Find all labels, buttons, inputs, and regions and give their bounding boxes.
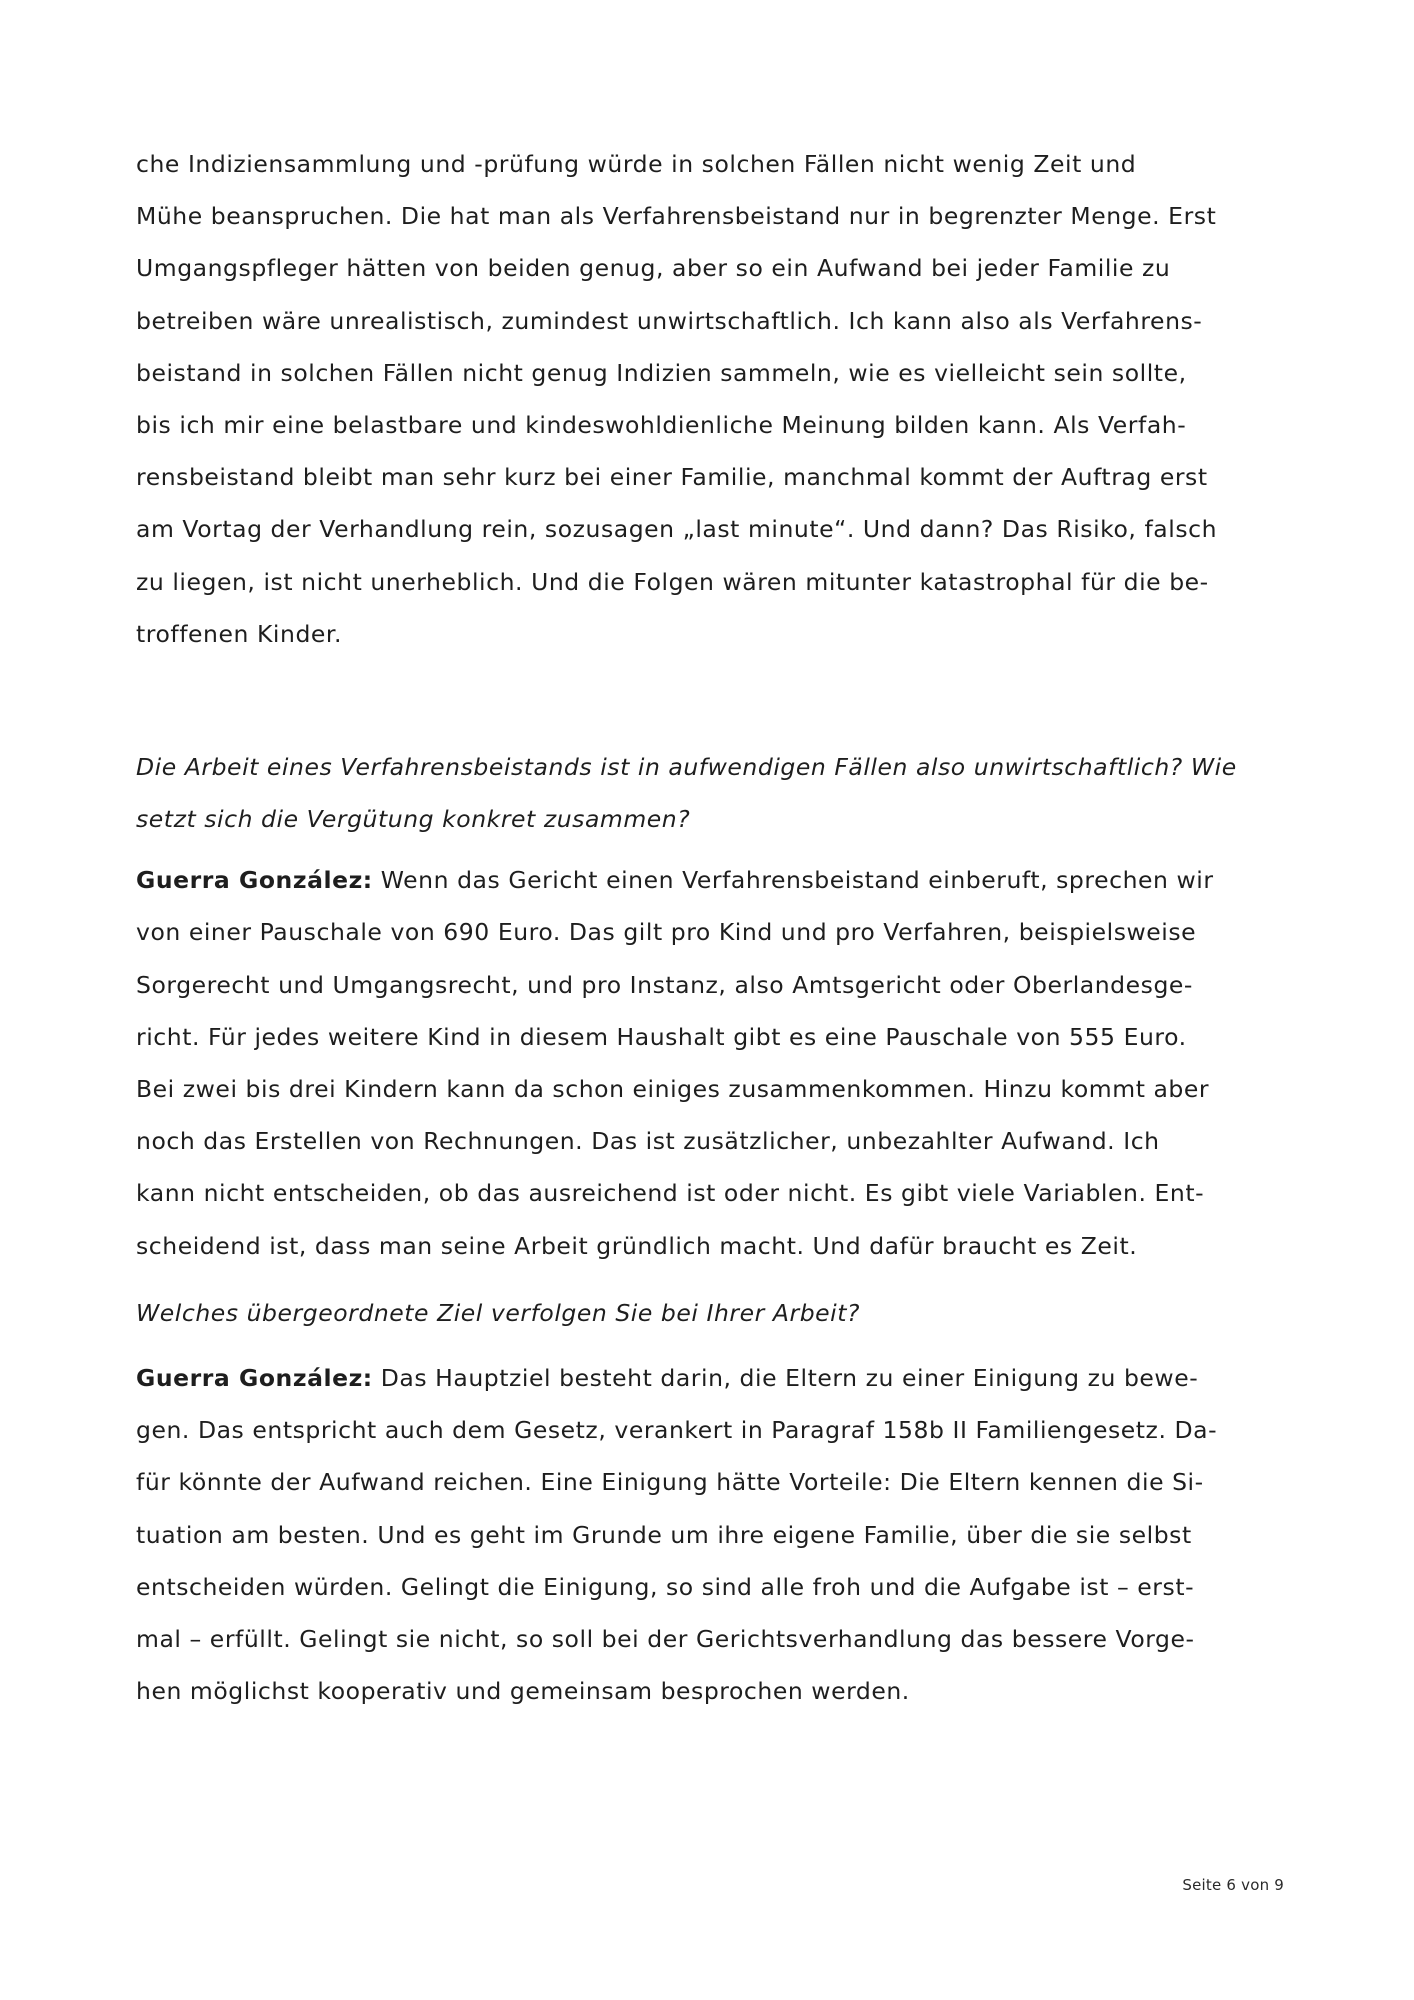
answer-2 xyxy=(136,1352,1288,1717)
answer-2-line: gen. Das entspricht auch dem Gesetz, verankert in Paragraf 158b II Familiengesetz. Da- xyxy=(136,1416,1218,1445)
question-2-line: Welches übergeordnete Ziel verfolgen Sie bei Ihrer Arbeit? xyxy=(136,1298,861,1327)
article-body xyxy=(136,138,1288,1717)
question-2 xyxy=(136,1287,1288,1339)
intro-line: che Indiziensammlung und -prüfung würde in solchen Fällen nicht wenig Zeit und xyxy=(136,150,1137,178)
answer-2-line: mal – erfüllt. Gelingt sie nicht, so soll bei der Gerichtsverhandlung das bessere Vorge- xyxy=(136,1624,1195,1653)
speaker-label: Guerra González: xyxy=(136,866,373,895)
answer-2-line: entscheiden würden. Gelingt die Einigung, so sind alle froh und die Aufgabe ist – erst- xyxy=(136,1572,1195,1601)
answer-2-first-line-text: Das Hauptziel besteht darin, die Eltern zu einer Einigung zu bewe- xyxy=(372,1363,1199,1392)
intro-line: bis ich mir eine belastbare und kindeswohldienliche Meinung bilden kann. Als Verfah- xyxy=(136,410,1187,439)
intro-line: troffenen Kinder. xyxy=(136,619,342,648)
answer-1-line: scheidend ist, dass man seine Arbeit gründlich macht. Und dafür braucht es Zeit. xyxy=(136,1231,1138,1260)
answer-2-line: für könnte der Aufwand reichen. Eine Einigung hätte Vorteile: Die Eltern kennen die Si- xyxy=(136,1468,1204,1497)
answer-2-line: tuation am besten. Und es geht im Grunde um ihre eigene Familie, über die sie selbst xyxy=(136,1520,1192,1549)
intro-line: rensbeistand bleibt man sehr kurz bei einer Familie, manchmal kommt der Auftrag erst xyxy=(136,463,1208,492)
answer-1-line: kann nicht entscheiden, ob das ausreichend ist oder nicht. Es gibt viele Variablen. Ent- xyxy=(136,1179,1205,1208)
answer-1-line: Bei zwei bis drei Kindern kann da schon einiges zusammenkommen. Hinzu kommt aber xyxy=(136,1075,1210,1103)
answer-1-first-line-text: Wenn das Gericht einen Verfahrensbeistand einberuft, sprechen wir xyxy=(372,866,1214,895)
answer-1-line: richt. Für jedes weitere Kind in diesem Haushalt gibt es eine Pauschale von 555 Euro. xyxy=(136,1022,1187,1051)
answer-1-line: noch das Erstellen von Rechnungen. Das ist zusätzlicher, unbezahlter Aufwand. Ich xyxy=(136,1127,1160,1156)
answer-2-line: hen möglichst kooperativ und gemeinsam besprochen werden. xyxy=(136,1677,910,1706)
speaker-label: Guerra González: xyxy=(136,1363,373,1392)
answer-1-line: Sorgerecht und Umgangsrecht, und pro Instanz, also Amtsgericht oder Oberlandesge- xyxy=(136,970,1193,999)
intro-line: betreiben wäre unrealistisch, zumindest unwirtschaftlich. Ich kann also als Verfahrens- xyxy=(136,306,1203,335)
answer-1-line: von einer Pauschale von 690 Euro. Das gilt pro Kind und pro Verfahren, beispielsweise xyxy=(136,918,1197,947)
answer-1 xyxy=(136,854,1288,1272)
intro-line: beistand in solchen Fällen nicht genug Indizien sammeln, wie es vielleicht sein sollte, xyxy=(136,358,1187,387)
answer-1-line xyxy=(136,854,1288,906)
question-1-line: Die Arbeit eines Verfahrensbeistands ist in aufwendigen Fällen also unwirtschaftlich? Wie xyxy=(136,752,1237,781)
answer-2-line xyxy=(136,1352,1288,1404)
intro-line: Mühe beanspruchen. Die hat man als Verfahrensbeistand nur in begrenzter Menge. Erst xyxy=(136,202,1217,231)
intro-line: am Vortag der Verhandlung rein, sozusagen „last minute“. Und dann? Das Risiko, falsch xyxy=(136,515,1218,544)
page-number: Seite 6 von 9 xyxy=(1182,1876,1284,1894)
intro-paragraph xyxy=(136,138,1288,660)
question-1-line: setzt sich die Vergütung konkret zusammen? xyxy=(136,805,691,834)
intro-line: Umgangspfleger hätten von beiden genug, aber so ein Aufwand bei jeder Familie zu xyxy=(136,254,1171,283)
intro-line: zu liegen, ist nicht unerheblich. Und die Folgen wären mitunter katastrophal für die be- xyxy=(136,567,1209,596)
question-1 xyxy=(136,741,1288,845)
